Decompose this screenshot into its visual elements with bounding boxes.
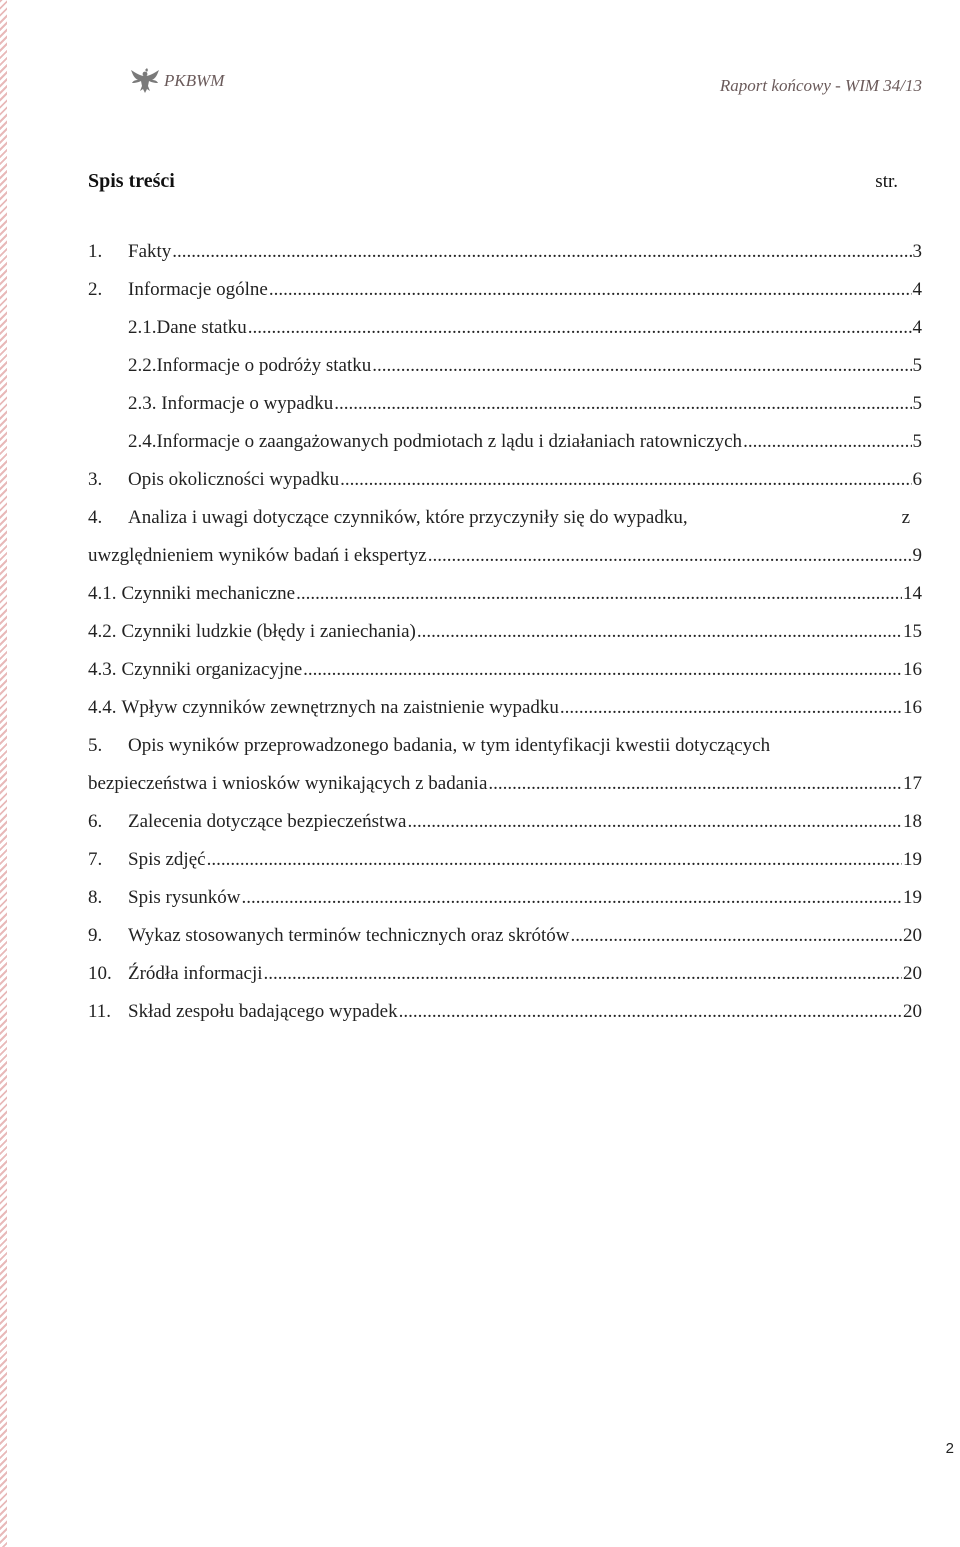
- toc-leader-dots: [372, 355, 911, 377]
- toc-entry-page: 5: [912, 355, 922, 376]
- page-number: 2: [945, 1440, 954, 1457]
- toc-leader-dots: [248, 317, 912, 339]
- toc-entry-continuation-label: uwzględnieniem wyników badań i ekspertyz: [88, 545, 427, 566]
- toc-entry[interactable]: [88, 621, 922, 659]
- toc-entry[interactable]: [88, 355, 922, 393]
- toc-leader-dots: [172, 241, 911, 263]
- toc-entry-label-end: z: [901, 507, 910, 528]
- toc-entry-number: 9.: [88, 925, 103, 946]
- toc-leader-dots: [303, 659, 902, 681]
- toc-entry-page: 4: [912, 279, 922, 300]
- header-logo-group: [128, 66, 224, 96]
- toc-entry[interactable]: [88, 279, 922, 317]
- toc-entry[interactable]: [88, 393, 922, 431]
- toc-entry-page: 16: [903, 697, 922, 718]
- toc-title: Spis treści: [88, 170, 175, 192]
- toc-entry-number: 5.: [88, 735, 103, 756]
- toc-entry[interactable]: [88, 735, 922, 773]
- toc-entry-label: Fakty: [128, 241, 172, 262]
- table-of-contents: [88, 241, 922, 1039]
- toc-entry-label: Wpływ czynników zewnętrznych na zaistnienie wypadku: [121, 697, 559, 718]
- toc-entry-page: 3: [912, 241, 922, 262]
- toc-leader-dots: [241, 887, 902, 909]
- toc-entry-number: 4.3.: [88, 659, 117, 680]
- toc-entry-page: 6: [912, 469, 922, 490]
- toc-leader-dots: [334, 393, 911, 415]
- toc-entry[interactable]: [88, 469, 922, 507]
- toc-entry-number: 7.: [88, 849, 103, 870]
- toc-leader-dots: [269, 279, 912, 301]
- toc-entry-page: 16: [903, 659, 922, 680]
- toc-entry-label: Informacje o zaangażowanych podmiotach z lądu i działaniach ratowniczych: [156, 431, 743, 452]
- toc-entry-label: Dane statku: [156, 317, 247, 338]
- toc-leader-dots: [417, 621, 902, 643]
- toc-page-column-label: str.: [875, 171, 898, 192]
- toc-entry-label: Spis zdjęć: [128, 849, 206, 870]
- toc-entry[interactable]: [88, 963, 922, 1001]
- toc-entry-number: 11.: [88, 1001, 112, 1022]
- toc-entry-label: Źródła informacji: [128, 963, 263, 984]
- toc-entry[interactable]: [88, 1001, 922, 1039]
- toc-entry[interactable]: [88, 697, 922, 735]
- toc-entry-number: 2.3.: [128, 393, 157, 414]
- toc-entry-number: 10.: [88, 963, 112, 984]
- toc-entry[interactable]: [88, 849, 922, 887]
- decorative-border: [0, 0, 7, 1547]
- toc-leader-dots: [399, 1001, 902, 1023]
- toc-leader-dots: [488, 773, 902, 795]
- toc-entry-label: Informacje o podróży statku: [156, 355, 372, 376]
- toc-entry-page: 17: [903, 773, 922, 794]
- toc-entry-page: 9: [912, 545, 922, 566]
- toc-entry-number: 4.2.: [88, 621, 117, 642]
- toc-entry[interactable]: [88, 241, 922, 279]
- toc-entry-label: Analiza i uwagi dotyczące czynników, które przyczyniły się do wypadku,: [128, 507, 688, 528]
- toc-entry-continuation[interactable]: [88, 545, 922, 583]
- toc-entry-page: 20: [903, 925, 922, 946]
- toc-leader-dots: [340, 469, 911, 491]
- toc-entry-continuation[interactable]: [88, 773, 922, 811]
- toc-entry-page: 15: [903, 621, 922, 642]
- toc-entry-page: 5: [912, 393, 922, 414]
- toc-leader-dots: [743, 431, 911, 453]
- header-report-id: Raport końcowy - WIM 34/13: [719, 76, 922, 95]
- toc-entry-label: Zalecenia dotyczące bezpieczeństwa: [128, 811, 407, 832]
- toc-entry-continuation-label: bezpieczeństwa i wniosków wynikających z badania: [88, 773, 488, 794]
- toc-entry-page: 20: [903, 963, 922, 984]
- toc-entry[interactable]: [88, 431, 922, 469]
- header-brand: PKBWM: [164, 71, 225, 90]
- toc-leader-dots: [207, 849, 902, 871]
- toc-entry-number: 8.: [88, 887, 103, 908]
- toc-entry-label: Wykaz stosowanych terminów technicznych oraz skrótów: [128, 925, 570, 946]
- toc-entry-page: 20: [903, 1001, 922, 1022]
- toc-entry-number: 2.2.: [128, 355, 157, 376]
- toc-entry-page: 18: [903, 811, 922, 832]
- toc-entry-number: 6.: [88, 811, 103, 832]
- toc-entry-number: 2.4.: [128, 431, 157, 452]
- toc-entry[interactable]: [88, 925, 922, 963]
- polish-eagle-icon: [128, 66, 162, 96]
- toc-entry-page: 14: [903, 583, 922, 604]
- toc-entry-number: 2.: [88, 279, 103, 300]
- toc-entry-label: Opis okoliczności wypadku: [128, 469, 340, 490]
- toc-entry-label: Informacje o wypadku: [156, 393, 334, 414]
- toc-entry-label: Spis rysunków: [128, 887, 241, 908]
- toc-entry-number: 2.1.: [128, 317, 157, 338]
- toc-entry-number: 4.: [88, 507, 103, 528]
- toc-entry-page: 4: [912, 317, 922, 338]
- toc-entry-number: 1.: [88, 241, 103, 262]
- toc-entry-page: 19: [903, 887, 922, 908]
- toc-leader-dots: [428, 545, 912, 567]
- toc-entry-label: Opis wyników przeprowadzonego badania, w tym identyfikacji kwestii dotyczących: [128, 735, 771, 756]
- toc-entry[interactable]: [88, 583, 922, 621]
- toc-entry-page: 5: [912, 431, 922, 452]
- toc-entry-number: 4.1.: [88, 583, 117, 604]
- toc-leader-dots: [571, 925, 902, 947]
- toc-entry[interactable]: [88, 887, 922, 925]
- toc-leader-dots: [296, 583, 902, 605]
- toc-leader-dots: [407, 811, 902, 833]
- toc-leader-dots: [560, 697, 902, 719]
- toc-entry[interactable]: [88, 659, 922, 697]
- toc-entry-label: Czynniki mechaniczne: [121, 583, 296, 604]
- toc-entry-label: Czynniki organizacyjne: [121, 659, 303, 680]
- toc-entry-label: Czynniki ludzkie (błędy i zaniechania): [121, 621, 416, 642]
- toc-entry-number: 4.4.: [88, 697, 117, 718]
- toc-entry-page: 19: [903, 849, 922, 870]
- toc-entry[interactable]: [88, 317, 922, 355]
- toc-entry-label: Skład zespołu badającego wypadek: [128, 1001, 398, 1022]
- toc-entry-label: Informacje ogólne: [128, 279, 268, 300]
- toc-entry[interactable]: [88, 811, 922, 849]
- toc-entry[interactable]: [88, 507, 922, 545]
- toc-leader-dots: [264, 963, 902, 985]
- toc-entry-number: 3.: [88, 469, 103, 490]
